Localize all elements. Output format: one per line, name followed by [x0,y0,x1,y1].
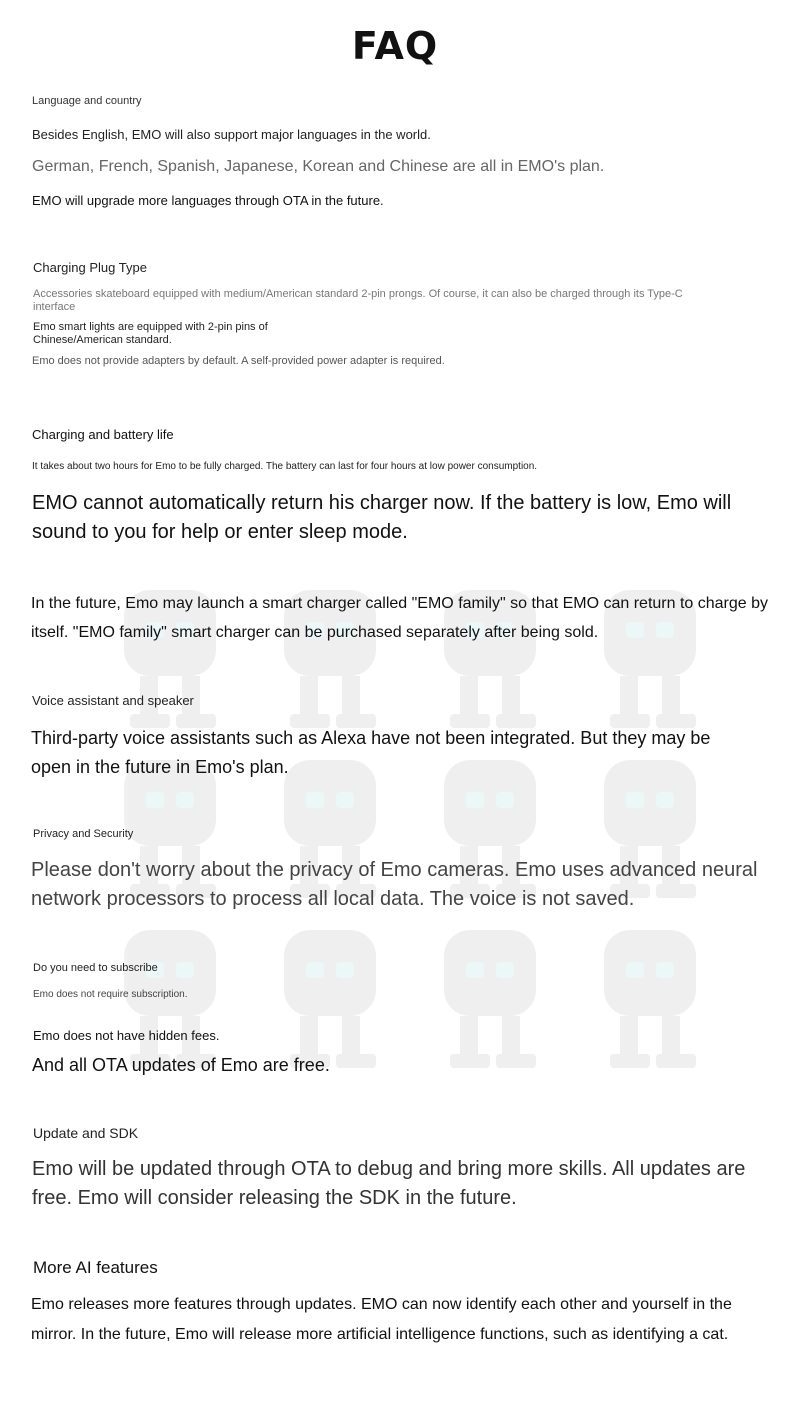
ai-text: Emo releases more features through updates. EMO can now identify each other and yourself in the mirror. In the future, Emo will release more artificial intelligence functions, such as identifying a cat. [31,1296,732,1343]
robot-watermark [100,580,740,1080]
sdk-heading: Update and SDK [33,1125,139,1141]
battery-text: In the future, Emo may launch a smart charger called "EMO family" so that EMO can return to charge by itself. "EMO family" smart charger can be purchased separately after being sold. [31,595,769,641]
ai-heading: More AI features [33,1258,158,1277]
battery-text: It takes about two hours for Emo to be fully charged. The battery can last for four hours at low power consumption. [32,461,538,472]
language-text: Besides English, EMO will also support major languages in the world. [32,127,431,142]
robot-illustration [590,930,710,1070]
subscribe-text: Emo does not require subscription. [33,989,188,1000]
subscribe-text: Emo does not have hidden fees. [33,1028,220,1043]
language-heading: Language and country [32,95,142,107]
privacy-text: Please don't worry about the privacy of Emo cameras. Emo uses advanced neural network processors to process all local data. The voice is not saved. [31,859,758,910]
robot-illustration [270,930,390,1070]
charging-plug-text: Emo smart lights are equipped with 2-pin pins of Chinese/American standard. [33,321,268,346]
privacy-heading: Privacy and Security [33,828,134,840]
language-text: German, French, Spanish, Japanese, Korean and Chinese are all in EMO's plan. [32,158,605,175]
charging-plug-text: Emo does not provide adapters by default. A self-provided power adapter is required. [32,355,445,367]
voice-text: Third-party voice assistants such as Alexa have not been integrated. But they may be open in the future in Emo's plan. [31,728,711,777]
charging-plug-heading: Charging Plug Type [33,260,147,275]
subscribe-text: And all OTA updates of Emo are free. [32,1055,330,1075]
language-text: EMO will upgrade more languages through OTA in the future. [32,193,384,208]
robot-illustration [430,930,550,1070]
battery-heading: Charging and battery life [32,427,174,442]
subscribe-heading: Do you need to subscribe [33,962,158,974]
battery-text: EMO cannot automatically return his charger now. If the battery is low, Emo will sound to you for help or enter sleep mode. [32,492,732,543]
sdk-text: Emo will be updated through OTA to debug and bring more skills. All updates are free. Emo will consider releasing the SDK in the future. [32,1158,746,1209]
voice-heading: Voice assistant and speaker [32,693,194,708]
page-title: FAQ [351,24,439,68]
charging-plug-text: Accessories skateboard equipped with medium/American standard 2-pin prongs. Of course, it can also be charged through its Type-C interface [33,288,683,313]
